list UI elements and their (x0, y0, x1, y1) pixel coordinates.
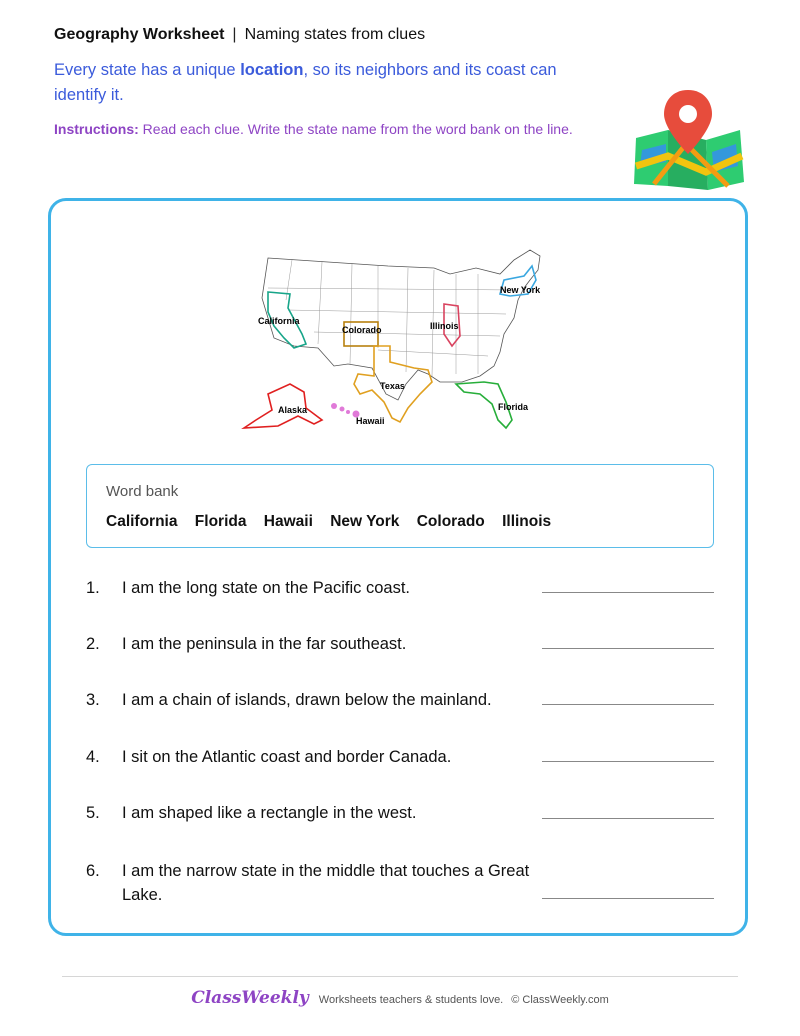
map-label-hawaii: Hawaii (356, 416, 385, 426)
question-text: I am shaped like a rectangle in the west. (122, 804, 417, 822)
answer-line-1[interactable] (542, 592, 714, 593)
question-number: 5. (86, 804, 100, 822)
question-text: I am the peninsula in the far southeast. (122, 635, 407, 653)
word-bank-word: Illinois (502, 513, 552, 530)
us-map (238, 244, 562, 434)
worksheet-header (54, 26, 425, 44)
map-label-texas: Texas (380, 381, 405, 391)
footer (0, 988, 800, 1008)
map-label-florida: Florida (498, 402, 529, 412)
question-number: 4. (86, 748, 100, 766)
instructions-text: Read each clue. Write the state name from the word bank on the line. (138, 121, 573, 137)
word-bank-word: Hawaii (263, 513, 313, 530)
intro-keyword: location (240, 61, 304, 79)
question-number: 1. (86, 579, 100, 597)
title-separator: | (232, 26, 237, 43)
map-label-new-york: New York (500, 285, 541, 295)
answer-line-6[interactable] (542, 898, 714, 899)
intro-after: , so its neighbors and its coast can identify it. (54, 61, 557, 104)
instructions-label: Instructions: (54, 121, 139, 137)
word-bank-word: Colorado (416, 513, 485, 530)
question-number: 3. (86, 691, 100, 709)
intro-before: Every state has a unique (54, 61, 241, 79)
footer-copyright: © ClassWeekly.com (511, 994, 609, 1006)
question-text: I am a chain of islands, drawn below the mainland. (122, 691, 492, 709)
map-label-illinois: Illinois (430, 321, 459, 331)
us-mainland-outline (262, 250, 540, 400)
question-number: 6. (86, 862, 100, 880)
footer-divider (62, 976, 738, 977)
brand-logo: ClassWeekly (191, 988, 309, 1008)
worksheet-title: Geography Worksheet (54, 26, 225, 43)
answer-line-3[interactable] (542, 704, 714, 705)
instructions (54, 118, 594, 140)
word-bank-title: Word bank (106, 483, 179, 500)
word-bank (86, 464, 714, 548)
answer-line-2[interactable] (542, 648, 714, 649)
question-number: 2. (86, 635, 100, 653)
word-bank-word: New York (330, 513, 400, 530)
question-text: I sit on the Atlantic coast and border Canada. (122, 748, 452, 766)
map-label-california: California (258, 316, 300, 326)
word-bank-word: California (106, 513, 178, 530)
answer-line-5[interactable] (542, 818, 714, 819)
question-text: I am the narrow state in the middle that touches a Great Lake. (122, 862, 530, 904)
footer-tagline: Worksheets teachers & students love. (318, 994, 504, 1006)
word-bank-words (106, 513, 564, 531)
folded-map-pin-icon (628, 86, 748, 190)
worksheet-subtitle: Naming states from clues (244, 26, 426, 43)
map-label-colorado: Colorado (342, 325, 382, 335)
intro-text (54, 58, 594, 108)
answer-line-4[interactable] (542, 761, 714, 762)
map-label-alaska: Alaska (278, 405, 308, 415)
question-text: I am the long state on the Pacific coast. (122, 579, 410, 597)
word-bank-word: Florida (194, 513, 247, 530)
